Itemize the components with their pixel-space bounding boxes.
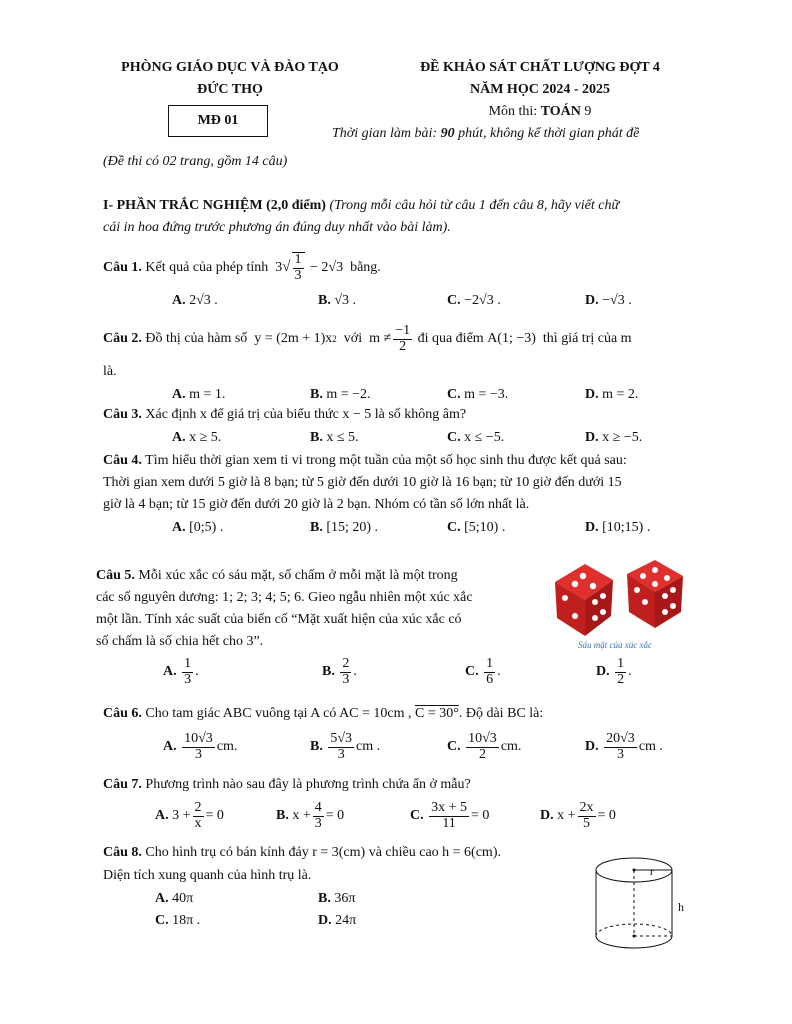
q3-text: Xác định x để giá trị của biểu thức x − 5 là số không âm? — [145, 407, 467, 422]
option-fraction — [466, 732, 499, 762]
q1-rest: − 2√3 — [310, 259, 344, 275]
eq-prefix: x + — [557, 808, 576, 824]
q5-text-1: Mỗi xúc xắc có sáu mặt, số chấm ở mỗi mặt là một trong — [138, 568, 458, 583]
q1-option-d — [585, 293, 632, 309]
time-prefix: Thời gian làm bài: — [332, 126, 441, 141]
frac-num: 10√3 — [468, 731, 497, 746]
frac-num: 2x — [579, 800, 594, 815]
q3-label: Câu 3. — [103, 407, 142, 422]
unit: cm . — [638, 739, 663, 755]
q8-option-c — [155, 913, 200, 929]
option-letter: D. — [585, 520, 599, 535]
radical-sign: √ — [282, 259, 291, 276]
option-fraction — [578, 801, 596, 831]
q5-label: Câu 5. — [96, 568, 135, 583]
q8-label: Câu 8. — [103, 845, 142, 860]
option-letter: C. — [447, 739, 461, 755]
school-year: NĂM HỌC 2024 - 2025 — [470, 82, 610, 97]
unit: cm . — [356, 739, 381, 755]
district-name: ĐỨC THỌ — [197, 82, 263, 97]
q6-option-d — [585, 732, 663, 762]
option-letter: D. — [585, 430, 599, 445]
question-5 — [96, 568, 458, 584]
option-letter: C. — [155, 913, 169, 928]
option-letter: A. — [172, 387, 186, 402]
q5-text-3: một lần. Tính xác suất của biến cố “Mặt xuất hiện của xúc xắc có — [96, 612, 462, 627]
option-value: 40π — [172, 891, 194, 906]
option-fraction — [193, 801, 204, 831]
q1-num: 1 — [294, 252, 302, 267]
eq-prefix: x + — [292, 808, 311, 824]
q1-option-b — [318, 293, 356, 309]
q2-num: −1 — [395, 323, 411, 338]
section-1-instruction-cont: cái in hoa đứng trước phương án đúng duy nhất vào bài làm). — [103, 220, 451, 235]
q4-text-3: giờ là 4 bạn; từ 15 giờ đến dưới 20 giờ là 2 bạn. Nhóm có tần số lớn nhất là. — [103, 497, 530, 512]
exam-title: ĐỀ KHẢO SÁT CHẤT LƯỢNG ĐỢT 4 — [420, 60, 660, 75]
unit: cm. — [500, 739, 522, 755]
dice-caption: Sáu mặt của xúc xắc — [578, 640, 652, 650]
unit: cm. — [216, 739, 238, 755]
eq-suffix: = 0 — [205, 808, 224, 824]
option-value: −2√3 . — [464, 293, 501, 308]
time-suffix: phút, không kể thời gian phát đề — [454, 126, 640, 141]
option-value: m = −2. — [326, 387, 371, 402]
option-value: x ≥ −5. — [602, 430, 643, 445]
subject-name: TOÁN — [540, 104, 581, 119]
q5-text-2: các số nguyên dương: 1; 2; 3; 4; 5; 6. Gieo ngẫu nhiên một xúc xắc — [96, 590, 473, 605]
frac-den: 5 — [583, 815, 591, 831]
option-letter: B. — [322, 664, 335, 680]
q3-option-d — [585, 430, 642, 446]
option-letter: A. — [155, 891, 169, 906]
q5-text-4: số chấm là số chia hết cho 3”. — [96, 634, 264, 649]
q2-fraction — [393, 324, 412, 354]
frac-num: 4 — [314, 800, 322, 815]
q1-den: 3 — [294, 267, 302, 283]
q2-tail-2: là. — [103, 364, 117, 379]
q1-option-c — [447, 293, 501, 309]
option-letter: C. — [447, 430, 461, 445]
option-value: [15; 20) . — [326, 520, 379, 535]
option-value: 18π . — [172, 913, 201, 928]
question-8 — [103, 845, 501, 861]
q7-label: Câu 7. — [103, 777, 142, 792]
q2-function: y = (2m + 1)x — [254, 331, 333, 347]
q3-option-a — [172, 430, 221, 446]
option-letter: C. — [410, 808, 424, 824]
subject-grade: 9 — [580, 104, 592, 119]
q6-option-c — [447, 732, 521, 762]
option-value: −√3 . — [602, 293, 632, 308]
frac-den: 2 — [478, 746, 486, 762]
option-letter: D. — [596, 664, 610, 680]
q2-tail: thì giá trị của m — [542, 331, 632, 347]
frac-den: x — [194, 815, 202, 831]
eq-suffix: = 0 — [597, 808, 616, 824]
section-1-heading — [103, 198, 619, 214]
option-value: m = −3. — [464, 387, 509, 402]
option-letter: B. — [310, 387, 323, 402]
option-value: √3 . — [334, 293, 357, 308]
option-letter: B. — [318, 293, 331, 308]
option-fraction — [328, 732, 354, 762]
option-letter: B. — [310, 520, 323, 535]
option-letter: D. — [540, 808, 554, 824]
q4-text-1: Tìm hiểu thời gian xem ti vi trong một tuần của một số học sinh thu được kết quả sau: — [145, 453, 627, 468]
q2-pass: đi qua điểm — [417, 331, 484, 347]
q6-option-a — [163, 732, 237, 762]
q5-option-d: D. $\frac{1}{2}$ . — [596, 656, 632, 687]
q5-option-a: A. $\frac{1}{3}$ . — [163, 656, 199, 687]
question-2 — [103, 324, 632, 354]
exam-code-box — [168, 105, 268, 137]
radius-label: r — [650, 866, 654, 878]
q2-point: A(1; −3) — [487, 331, 536, 347]
frac-num: 2 — [194, 800, 202, 815]
time-value: 90 — [440, 126, 455, 141]
q6-option-b — [310, 732, 380, 762]
frac-num: 2 — [342, 656, 350, 671]
option-letter: D. — [585, 387, 599, 402]
frac-num: 3x + 5 — [431, 800, 468, 815]
dice-image — [545, 552, 695, 652]
frac-num: 5√3 — [330, 731, 353, 746]
time-line — [332, 126, 639, 142]
option-letter: D. — [318, 913, 332, 928]
dice-illustration — [545, 552, 695, 652]
option-value: 36π — [334, 891, 356, 906]
section-1-title: I- PHẦN TRẮC NGHIỆM (2,0 điểm) — [103, 198, 326, 213]
q2-den: 2 — [399, 338, 407, 354]
option-value: [10;15) . — [602, 520, 651, 535]
option-fraction — [340, 657, 351, 687]
q1-coef: 3 — [275, 259, 283, 275]
frac-num: 1 — [486, 656, 494, 671]
q4-label: Câu 4. — [103, 453, 142, 468]
exam-code: MĐ 01 — [197, 113, 239, 128]
q6-label: Câu 6. — [103, 706, 142, 721]
department-name: PHÒNG GIÁO DỤC VÀ ĐÀO TẠO — [121, 60, 339, 75]
q2-exponent: 2 — [332, 334, 337, 345]
option-value: m = 1. — [189, 387, 226, 402]
exam-note: (Đề thi có 02 trang, gồm 14 câu) — [103, 154, 288, 169]
question-4 — [103, 453, 627, 469]
q6-text: Cho tam giác ABC vuông tại A có AC = 10cm , — [145, 706, 412, 721]
q7-option-c — [410, 801, 489, 831]
q7-option-b — [276, 801, 344, 831]
q1-fraction — [292, 252, 305, 283]
option-value: 24π — [335, 913, 357, 928]
q8-option-a — [155, 891, 193, 907]
option-letter: B. — [318, 891, 331, 906]
option-fraction — [484, 657, 495, 687]
option-fraction — [313, 801, 324, 831]
q8-option-d — [318, 913, 356, 929]
frac-den: 3 — [194, 746, 202, 762]
option-value: [0;5) . — [189, 520, 224, 535]
subject-prefix: Môn thi: — [488, 104, 541, 119]
option-letter: A. — [163, 739, 177, 755]
q1-expression — [275, 252, 343, 283]
q2-option-d — [585, 387, 638, 403]
option-letter: A. — [172, 293, 186, 308]
eq-prefix: 3 + — [172, 808, 191, 824]
frac-den: 3 — [342, 671, 350, 687]
q2-with: với — [343, 331, 363, 347]
q8-option-b — [318, 891, 355, 907]
eq-suffix: = 0 — [325, 808, 345, 824]
q3-option-b — [310, 430, 359, 446]
q5-option-c: C. $\frac{1}{6}$ . — [465, 656, 501, 687]
q2-option-c — [447, 387, 508, 403]
subject-line — [390, 104, 690, 120]
option-value: x ≤ 5. — [326, 430, 359, 445]
q1-label: Câu 1. — [103, 259, 142, 275]
q4-option-b — [310, 520, 378, 536]
option-value: x ≥ 5. — [189, 430, 222, 445]
q4-option-d — [585, 520, 650, 536]
q6-angle: C = 30° — [415, 706, 459, 721]
q5-option-b: B. $\frac{2}{3}$ . — [322, 656, 357, 687]
frac-den: 3 — [314, 815, 322, 831]
frac-num: 1 — [617, 656, 625, 671]
option-letter: A. — [163, 664, 177, 680]
q8-text: Cho hình trụ có bán kính đáy r = 3(cm) và chiều cao h = 6(cm). — [145, 845, 501, 860]
option-value: 2√3 . — [189, 293, 218, 308]
height-label: h — [678, 900, 684, 914]
q3-option-c — [447, 430, 504, 446]
frac-den: 11 — [442, 815, 456, 831]
option-letter: C. — [465, 664, 479, 680]
option-letter: A. — [172, 520, 186, 535]
q2-option-a — [172, 387, 225, 403]
frac-num: 10√3 — [184, 731, 213, 746]
q4-option-c — [447, 520, 505, 536]
q7-option-d — [540, 801, 616, 831]
option-letter: D. — [585, 739, 599, 755]
eq-suffix: = 0 — [471, 808, 490, 824]
option-letter: A. — [155, 808, 169, 824]
q2-condition: m ≠ — [369, 331, 392, 347]
q2-option-b — [310, 387, 371, 403]
question-6 — [103, 706, 543, 722]
option-fraction — [182, 657, 193, 687]
option-letter: B. — [276, 808, 289, 824]
option-fraction — [604, 732, 637, 762]
option-letter: C. — [447, 387, 461, 402]
frac-den: 3 — [184, 671, 192, 687]
question-3 — [103, 407, 466, 423]
option-letter: A. — [172, 430, 186, 445]
option-value: m = 2. — [602, 387, 639, 402]
section-1-instruction: (Trong mỗi câu hỏi từ câu 1 đến câu 8, hãy viết chữ — [329, 198, 620, 213]
q7-text: Phương trình nào sau đây là phương trình chứa ẩn ở mẫu? — [145, 777, 471, 792]
q1-tail: bằng. — [350, 259, 381, 275]
q6-tail: . Độ dài BC là: — [458, 706, 544, 721]
frac-den: 2 — [617, 671, 625, 687]
q2-text: Đồ thị của hàm số — [145, 331, 248, 347]
option-value: [5;10) . — [464, 520, 506, 535]
q1-text: Kết quả của phép tính — [145, 259, 269, 275]
frac-den: 3 — [616, 746, 624, 762]
frac-den: 6 — [486, 671, 494, 687]
option-letter: D. — [585, 293, 599, 308]
option-letter: C. — [447, 293, 461, 308]
option-letter: B. — [310, 430, 323, 445]
option-fraction — [182, 732, 215, 762]
die-left — [555, 564, 613, 636]
frac-num: 20√3 — [606, 731, 635, 746]
frac-den: 3 — [337, 746, 345, 762]
q2-label: Câu 2. — [103, 331, 142, 347]
option-letter: C. — [447, 520, 461, 535]
q8-text-2: Diện tích xung quanh của hình trụ là. — [103, 868, 312, 883]
cylinder-figure — [588, 848, 698, 958]
frac-num: 1 — [184, 656, 192, 671]
question-7 — [103, 777, 471, 793]
q7-option-a — [155, 801, 224, 831]
q4-option-a — [172, 520, 223, 536]
question-1 — [103, 252, 381, 283]
option-letter: B. — [310, 739, 323, 755]
q1-option-a — [172, 293, 218, 309]
option-fraction — [429, 801, 469, 831]
option-fraction — [615, 657, 626, 687]
die-right — [627, 560, 683, 628]
option-value: x ≤ −5. — [464, 430, 505, 445]
q4-text-2: Thời gian xem dưới 5 giờ là 8 bạn; từ 5 giờ đến dưới 10 giờ là 16 bạn; từ 10 giờ đến dưới 15 — [103, 475, 622, 490]
